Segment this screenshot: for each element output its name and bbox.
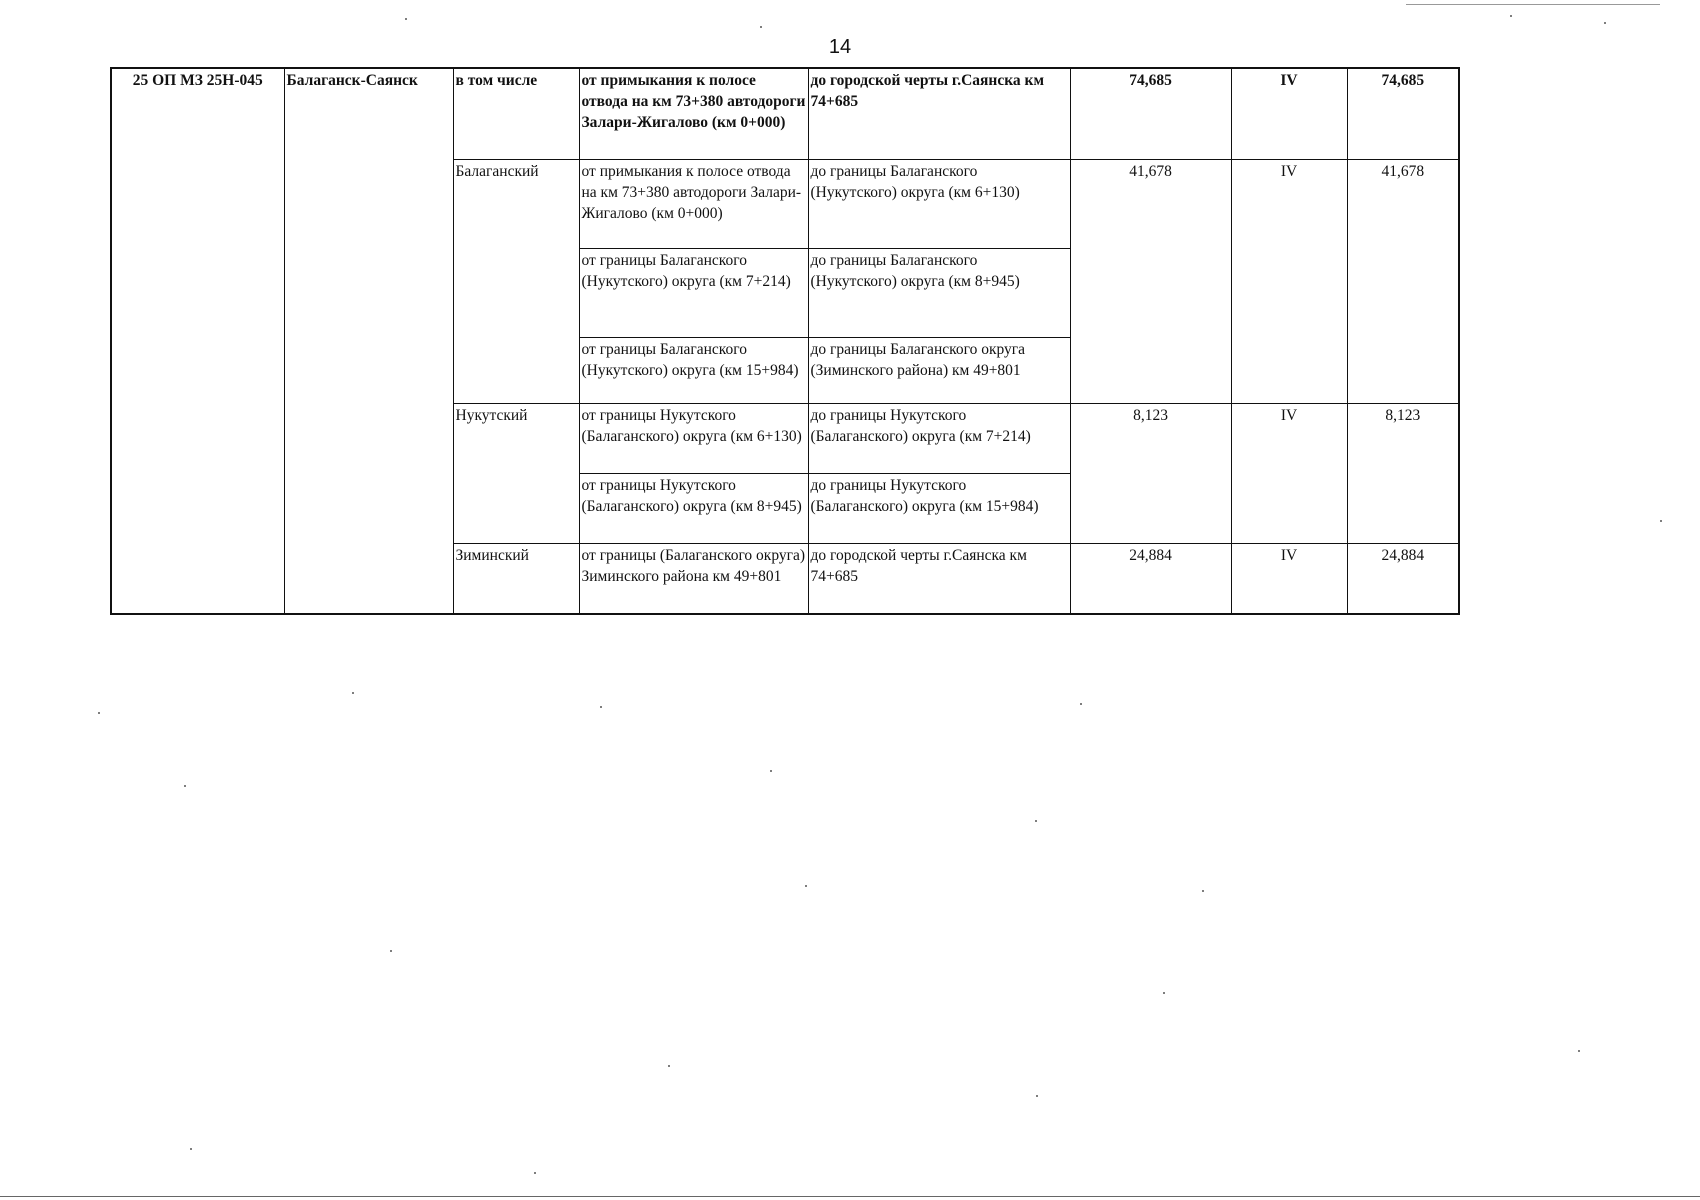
to-cell: до границы Нукутского (Балаганского) округа (км 15+984) (808, 474, 1070, 544)
scan-speck (600, 706, 602, 708)
scan-speck (352, 692, 354, 694)
scan-speck (1510, 15, 1512, 17)
total-cell: 24,884 (1347, 544, 1459, 615)
category-cell: IV (1231, 68, 1347, 160)
scan-speck (98, 712, 100, 714)
length-cell: 8,123 (1070, 404, 1231, 544)
length-cell: 41,678 (1070, 160, 1231, 404)
length-cell: 74,685 (1070, 68, 1231, 160)
to-cell: до границы Балаганского (Нукутского) округа (км 8+945) (808, 249, 1070, 338)
scan-speck (1163, 992, 1165, 994)
scan-speck (1036, 1095, 1038, 1097)
scan-speck (1202, 890, 1204, 892)
scan-speck (534, 1172, 536, 1174)
scan-speck (1035, 820, 1037, 822)
scan-speck (1578, 1050, 1580, 1052)
scan-speck (760, 26, 762, 28)
district-cell: Зиминский (453, 544, 579, 615)
road-table (110, 67, 1460, 615)
from-cell: от границы Балаганского (Нукутского) округа (км 15+984) (579, 338, 808, 404)
from-cell: от примыкания к полосе отвода на км 73+380 автодороги Залари-Жигалово (км 0+000) (579, 68, 808, 160)
from-cell: от границы Нукутского (Балаганского) округа (км 8+945) (579, 474, 808, 544)
road-code-cell (111, 68, 284, 614)
road-code: 25 ОП МЗ 25Н-045 (132, 72, 263, 89)
scan-speck (184, 785, 186, 787)
road-name-cell (284, 68, 453, 614)
from-cell: от границы Нукутского (Балаганского) округа (км 6+130) (579, 404, 808, 474)
scan-top-rule (1406, 4, 1660, 5)
total-cell: 8,123 (1347, 404, 1459, 544)
to-cell: до городской черты г.Саянска км 74+685 (808, 544, 1070, 615)
from-cell: от примыкания к полосе отвода на км 73+380 автодороги Залари-Жигалово (км 0+000) (579, 160, 808, 249)
total-cell: 41,678 (1347, 160, 1459, 404)
category-cell: IV (1231, 544, 1347, 615)
scan-speck (390, 950, 392, 952)
length-cell: 24,884 (1070, 544, 1231, 615)
table-row (111, 68, 1459, 160)
from-cell: от границы (Балаганского округа) Зиминского района км 49+801 (579, 544, 808, 615)
to-cell: до границы Балаганского (Нукутского) округа (км 6+130) (808, 160, 1070, 249)
scan-speck (1604, 22, 1606, 24)
scan-speck (190, 1148, 192, 1150)
from-cell: от границы Балаганского (Нукутского) округа (км 7+214) (579, 249, 808, 338)
road-name: Балаганск-Саянск (286, 72, 418, 89)
to-cell: до границы Нукутского (Балаганского) округа (км 7+214) (808, 404, 1070, 474)
scan-speck (405, 18, 407, 20)
category-cell: IV (1231, 160, 1347, 404)
district-cell: Нукутский (453, 404, 579, 544)
page-number: 14 (828, 36, 852, 58)
scan-speck (805, 885, 807, 887)
to-cell: до границы Балаганского округа (Зиминского района) км 49+801 (808, 338, 1070, 404)
total-cell: 74,685 (1347, 68, 1459, 160)
category-cell: IV (1231, 404, 1347, 544)
district-cell: Балаганский (453, 160, 579, 404)
scan-speck (1080, 703, 1082, 705)
to-cell: до городской черты г.Саянска км 74+685 (808, 68, 1070, 160)
district-cell: в том числе (453, 68, 579, 160)
scan-speck (770, 770, 772, 772)
scan-speck (668, 1065, 670, 1067)
scan-speck (1660, 520, 1662, 522)
scan-bottom-rule (0, 1196, 1700, 1197)
